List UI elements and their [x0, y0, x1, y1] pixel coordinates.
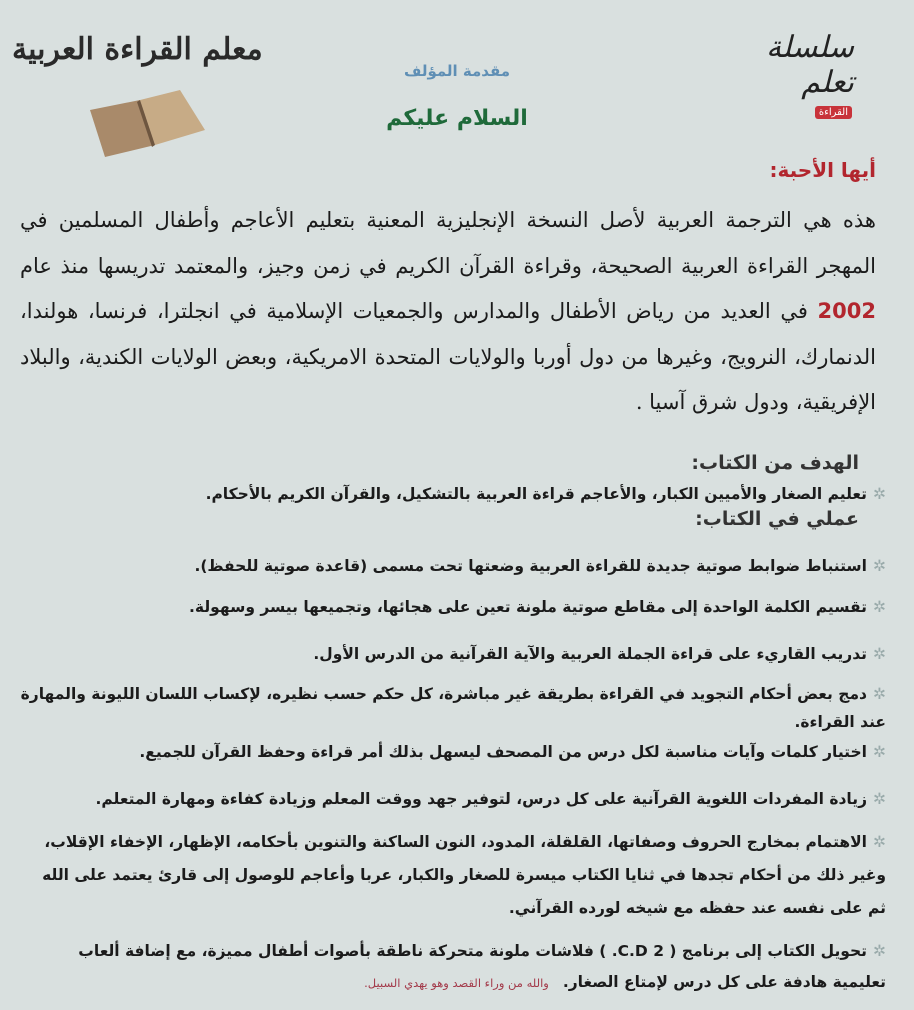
work-item: ✲تدريب القاريء على قراءة الجملة العربية والآية القرآنية من الدرس الأول.: [313, 645, 886, 663]
asterisk-bullet-icon: ✲: [873, 743, 886, 761]
intro-text-part-1: هذه هي الترجمة العربية لأصل النسخة الإنجليزية المعنية بتعليم الأعاجم وأطفال المسلمين في المهجر القراءة العربية الصحيحة، وقراءة القرآن الكريم في زمن وجيز، والمعتمد تدريسها منذ عام: [20, 208, 876, 278]
asterisk-bullet-icon: ✲: [873, 685, 886, 703]
book-title: معلم القراءة العربية: [12, 32, 263, 67]
goal-heading: الهدف من الكتاب:: [691, 452, 859, 474]
intro-text-part-2: في العديد من رياض الأطفال والمدارس والجمعيات الإسلامية في انجلترا، فرنسا، هولندا، الدنمارك، النرويج، وغيرها من دول أوربا والولايات المتحدة الامريكية، وبعض الولايات الكندية، والبلاد الإفريقية، ودول شرق آسيا .: [20, 299, 876, 414]
intro-label: مقدمة المؤلف: [403, 62, 511, 80]
closing-note: والله من وراء القصد وهو يهدي السبيل.: [364, 976, 549, 990]
asterisk-bullet-icon: ✲: [873, 942, 886, 960]
asterisk-bullet-icon: ✲: [873, 557, 886, 575]
salutation: أيها الأحبة:: [769, 158, 876, 182]
work-item: ✲تحويل الكتاب إلى برنامج ( 2 C.D. ) فلاشات ملونة متحركة ناطقة بأصوات أطفال مميزة، مع إضافة ألعاب تعليمية هادفة على كل درس لإمتاع الصغار.والله من وراء القصد وهو يهدي السبيل.: [78, 942, 886, 991]
work-item: ✲اختيار كلمات وآيات مناسبة لكل درس من المصحف ليسهل بذلك أمر قراءة وحفظ القرآن للجميع.: [139, 743, 886, 761]
work-item: ✲تقسيم الكلمة الواحدة إلى مقاطع صوتية ملونة تعين على هجائها، وتجميعها بيسر وسهولة.: [189, 598, 886, 616]
asterisk-bullet-icon: ✲: [873, 598, 886, 616]
asterisk-bullet-icon: ✲: [873, 645, 886, 663]
series-logo-text: سلسلة تعلم: [766, 30, 854, 100]
series-badge: القراءة: [815, 106, 852, 119]
work-item: ✲دمج بعض أحكام التجويد في القراءة بطريقة غير مباشرة، كل حكم حسب نظيره، لإكساب اللسان الليونة والمهارة عند القراءة.: [20, 685, 886, 731]
greeting: السلام عليكم: [386, 106, 528, 131]
asterisk-bullet-icon: ✲: [873, 833, 886, 851]
asterisk-bullet-icon: ✲: [873, 485, 886, 503]
work-heading: عملي في الكتاب:: [695, 508, 859, 530]
intro-paragraph: [20, 198, 876, 426]
work-item: ✲استنباط ضوابط صوتية جديدة للقراءة العربية وضعتها تحت مسمى (قاعدة صوتية للحفظ).: [194, 557, 886, 575]
year-highlight: 2002: [817, 299, 876, 323]
work-item: ✲الاهتمام بمخارج الحروف وصفاتها، القلقلة، المدود، النون الساكنة والتنوين بأحكامه، الإظهار، الإخفاء الإقلاب، وغير ذلك من أحكام تجدها في ثنايا الكتاب ميسرة للصغار والكبار، عربا وأعاجم للوصول إلى قارئ يعتمد على الله ثم على نفسه عند حفظه مع شيخه لورده القرآني.: [42, 833, 886, 917]
goal-item: ✲تعليم الصغار والأميين الكبار، والأعاجم قراءة العربية بالتشكيل، والقرآن الكريم بالأحكام.: [205, 485, 886, 503]
asterisk-bullet-icon: ✲: [873, 790, 886, 808]
work-item: ✲زيادة المفردات اللغوية القرآنية على كل درس، لتوفير جهد ووقت المعلم وزيادة كفاءة ومهارة المتعلم.: [95, 790, 886, 808]
